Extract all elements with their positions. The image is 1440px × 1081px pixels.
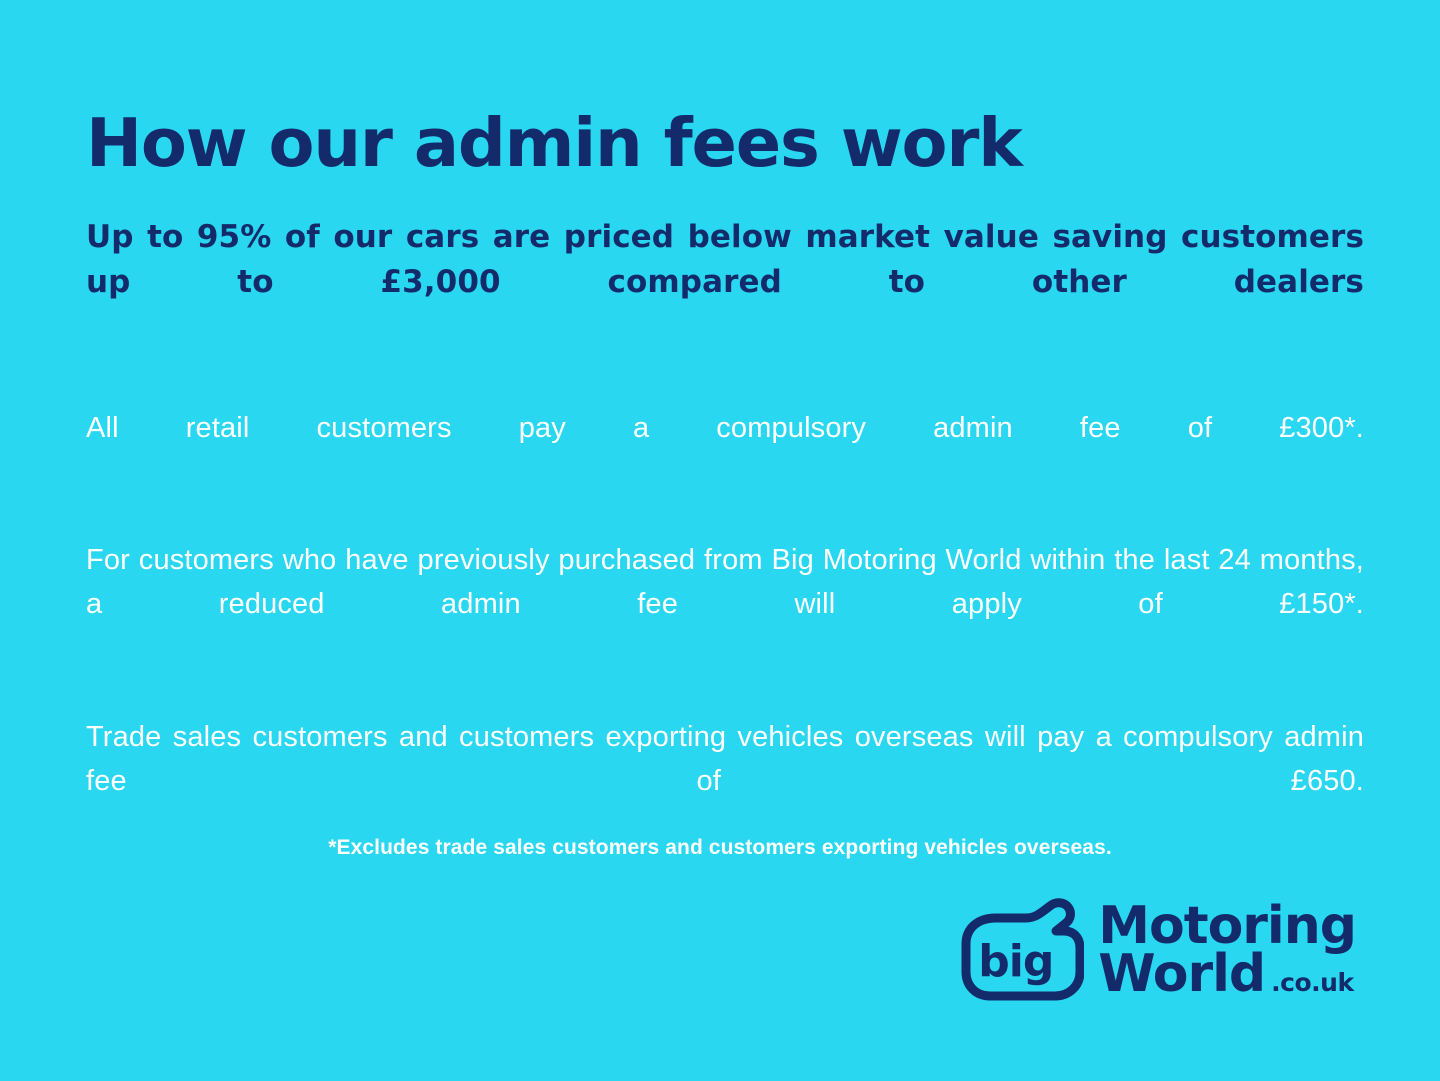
subheadline: Up to 95% of our cars are priced below market value saving customers up to £3,000 compared to other dealers: [86, 219, 1364, 301]
paragraph-trade-export-fee: Trade sales customers and customers exporting vehicles overseas will pay a compulsory admin fee of £650.: [86, 720, 1364, 797]
logo-wordmark: [1098, 895, 1356, 1004]
logo-line-world: World: [1098, 944, 1266, 1004]
big-car-icon: [956, 898, 1084, 1002]
footnote-text: *Excludes trade sales customers and customers exporting vehicles overseas.: [328, 836, 1112, 859]
paragraph-returning-customer-fee: For customers who have previously purchased from Big Motoring World within the last 24 months, a reduced admin fee will apply of £150*.: [86, 544, 1364, 621]
paragraph-retail-fee: All retail customers pay a compulsory admin fee of £300*.: [86, 412, 1364, 445]
logo-line-motoring: Motoring: [1098, 895, 1356, 956]
big-wordmark: big: [978, 936, 1054, 987]
brand-logo: [956, 895, 1356, 1004]
body-copy: [86, 350, 1364, 847]
logo-tld: .co.uk: [1271, 968, 1354, 997]
page-title: How our admin fees work: [86, 104, 1022, 182]
